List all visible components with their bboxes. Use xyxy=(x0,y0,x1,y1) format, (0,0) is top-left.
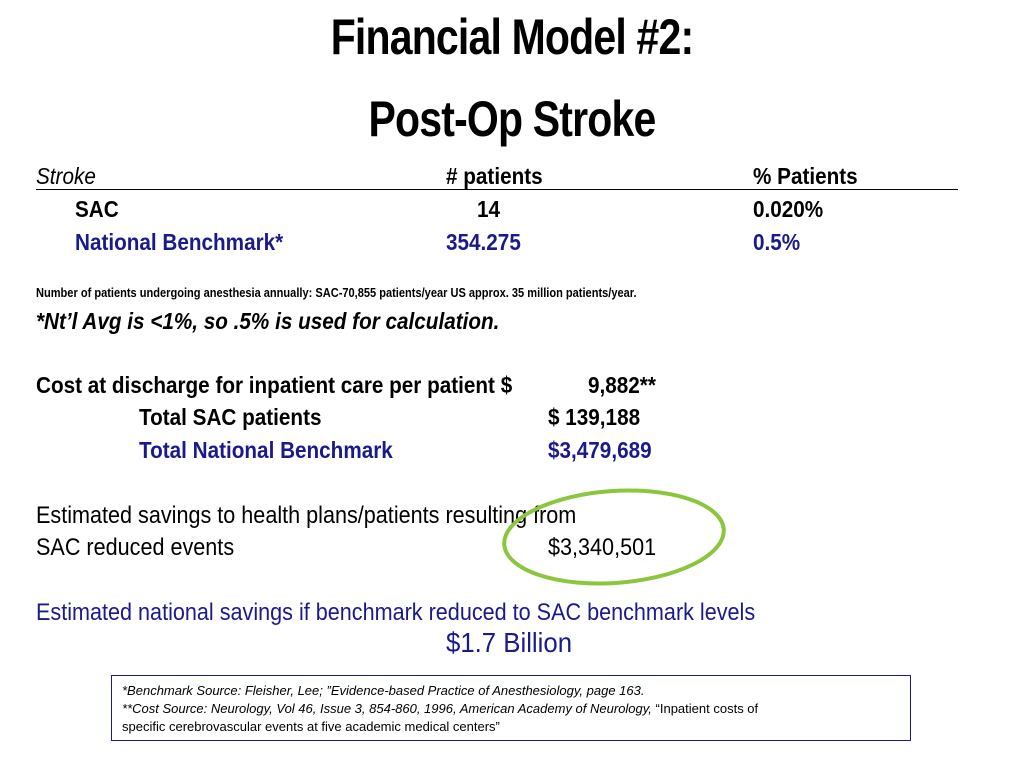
source-line-2-italic: **Cost Source: Neurology, Vol 46, Issue 3, 854-860, 1996, American Academy of Neurology, xyxy=(122,701,652,716)
row-sac-percent: 0.020% xyxy=(753,196,824,222)
savings-line-1: Estimated savings to health plans/patients resulting from xyxy=(36,502,577,529)
total-sac-value: $ 139,188 xyxy=(548,404,641,430)
national-savings-line: Estimated national savings if benchmark reduced to SAC benchmark levels xyxy=(36,599,756,626)
row-national-percent: 0.5% xyxy=(753,229,801,255)
row-national-patients: 354.275 xyxy=(446,229,521,255)
title-line-2: Post-Op Stroke xyxy=(368,91,656,147)
avg-note: *Nt’l Avg is <1%, so .5% is used for calculation. xyxy=(36,308,500,334)
source-line-2 xyxy=(122,700,900,718)
header-stroke: Stroke xyxy=(36,163,96,189)
highlight-circle xyxy=(500,487,732,591)
source-line-3: specific cerebrovascular events at five academic medical centers” xyxy=(122,719,500,734)
national-savings-amount: $1.7 Billion xyxy=(446,627,573,658)
total-sac-label: Total SAC patients xyxy=(139,404,322,430)
row-national-label: National Benchmark* xyxy=(75,229,284,255)
header-rule xyxy=(36,189,958,190)
discharge-cost-label: Cost at discharge for inpatient care per patient $ xyxy=(36,372,513,398)
header-percent: % Patients xyxy=(753,163,858,189)
discharge-cost-value: 9,882** xyxy=(588,372,656,398)
total-national-value: $3,479,689 xyxy=(548,437,652,463)
total-national-label: Total National Benchmark xyxy=(139,437,393,463)
source-line-1: *Benchmark Source: Fleisher, Lee; ”Evidence-based Practice of Anesthesiology, page 163. xyxy=(122,683,645,698)
savings-line-2-label: SAC reduced events xyxy=(36,534,235,561)
row-sac-patients: 14 xyxy=(477,196,501,222)
title-line-1: Financial Model #2: xyxy=(330,9,694,65)
annual-patients-note: Number of patients undergoing anesthesia annually: SAC-70,855 patients/year US approx. 35 million patients/year. xyxy=(36,285,637,300)
row-sac-label: SAC xyxy=(75,196,119,222)
header-patients: # patients xyxy=(446,163,543,189)
savings-line-2-value: $3,340,501 xyxy=(548,534,657,561)
sources-box xyxy=(111,675,911,741)
source-line-2-rest: “Inpatient costs of xyxy=(651,701,759,716)
